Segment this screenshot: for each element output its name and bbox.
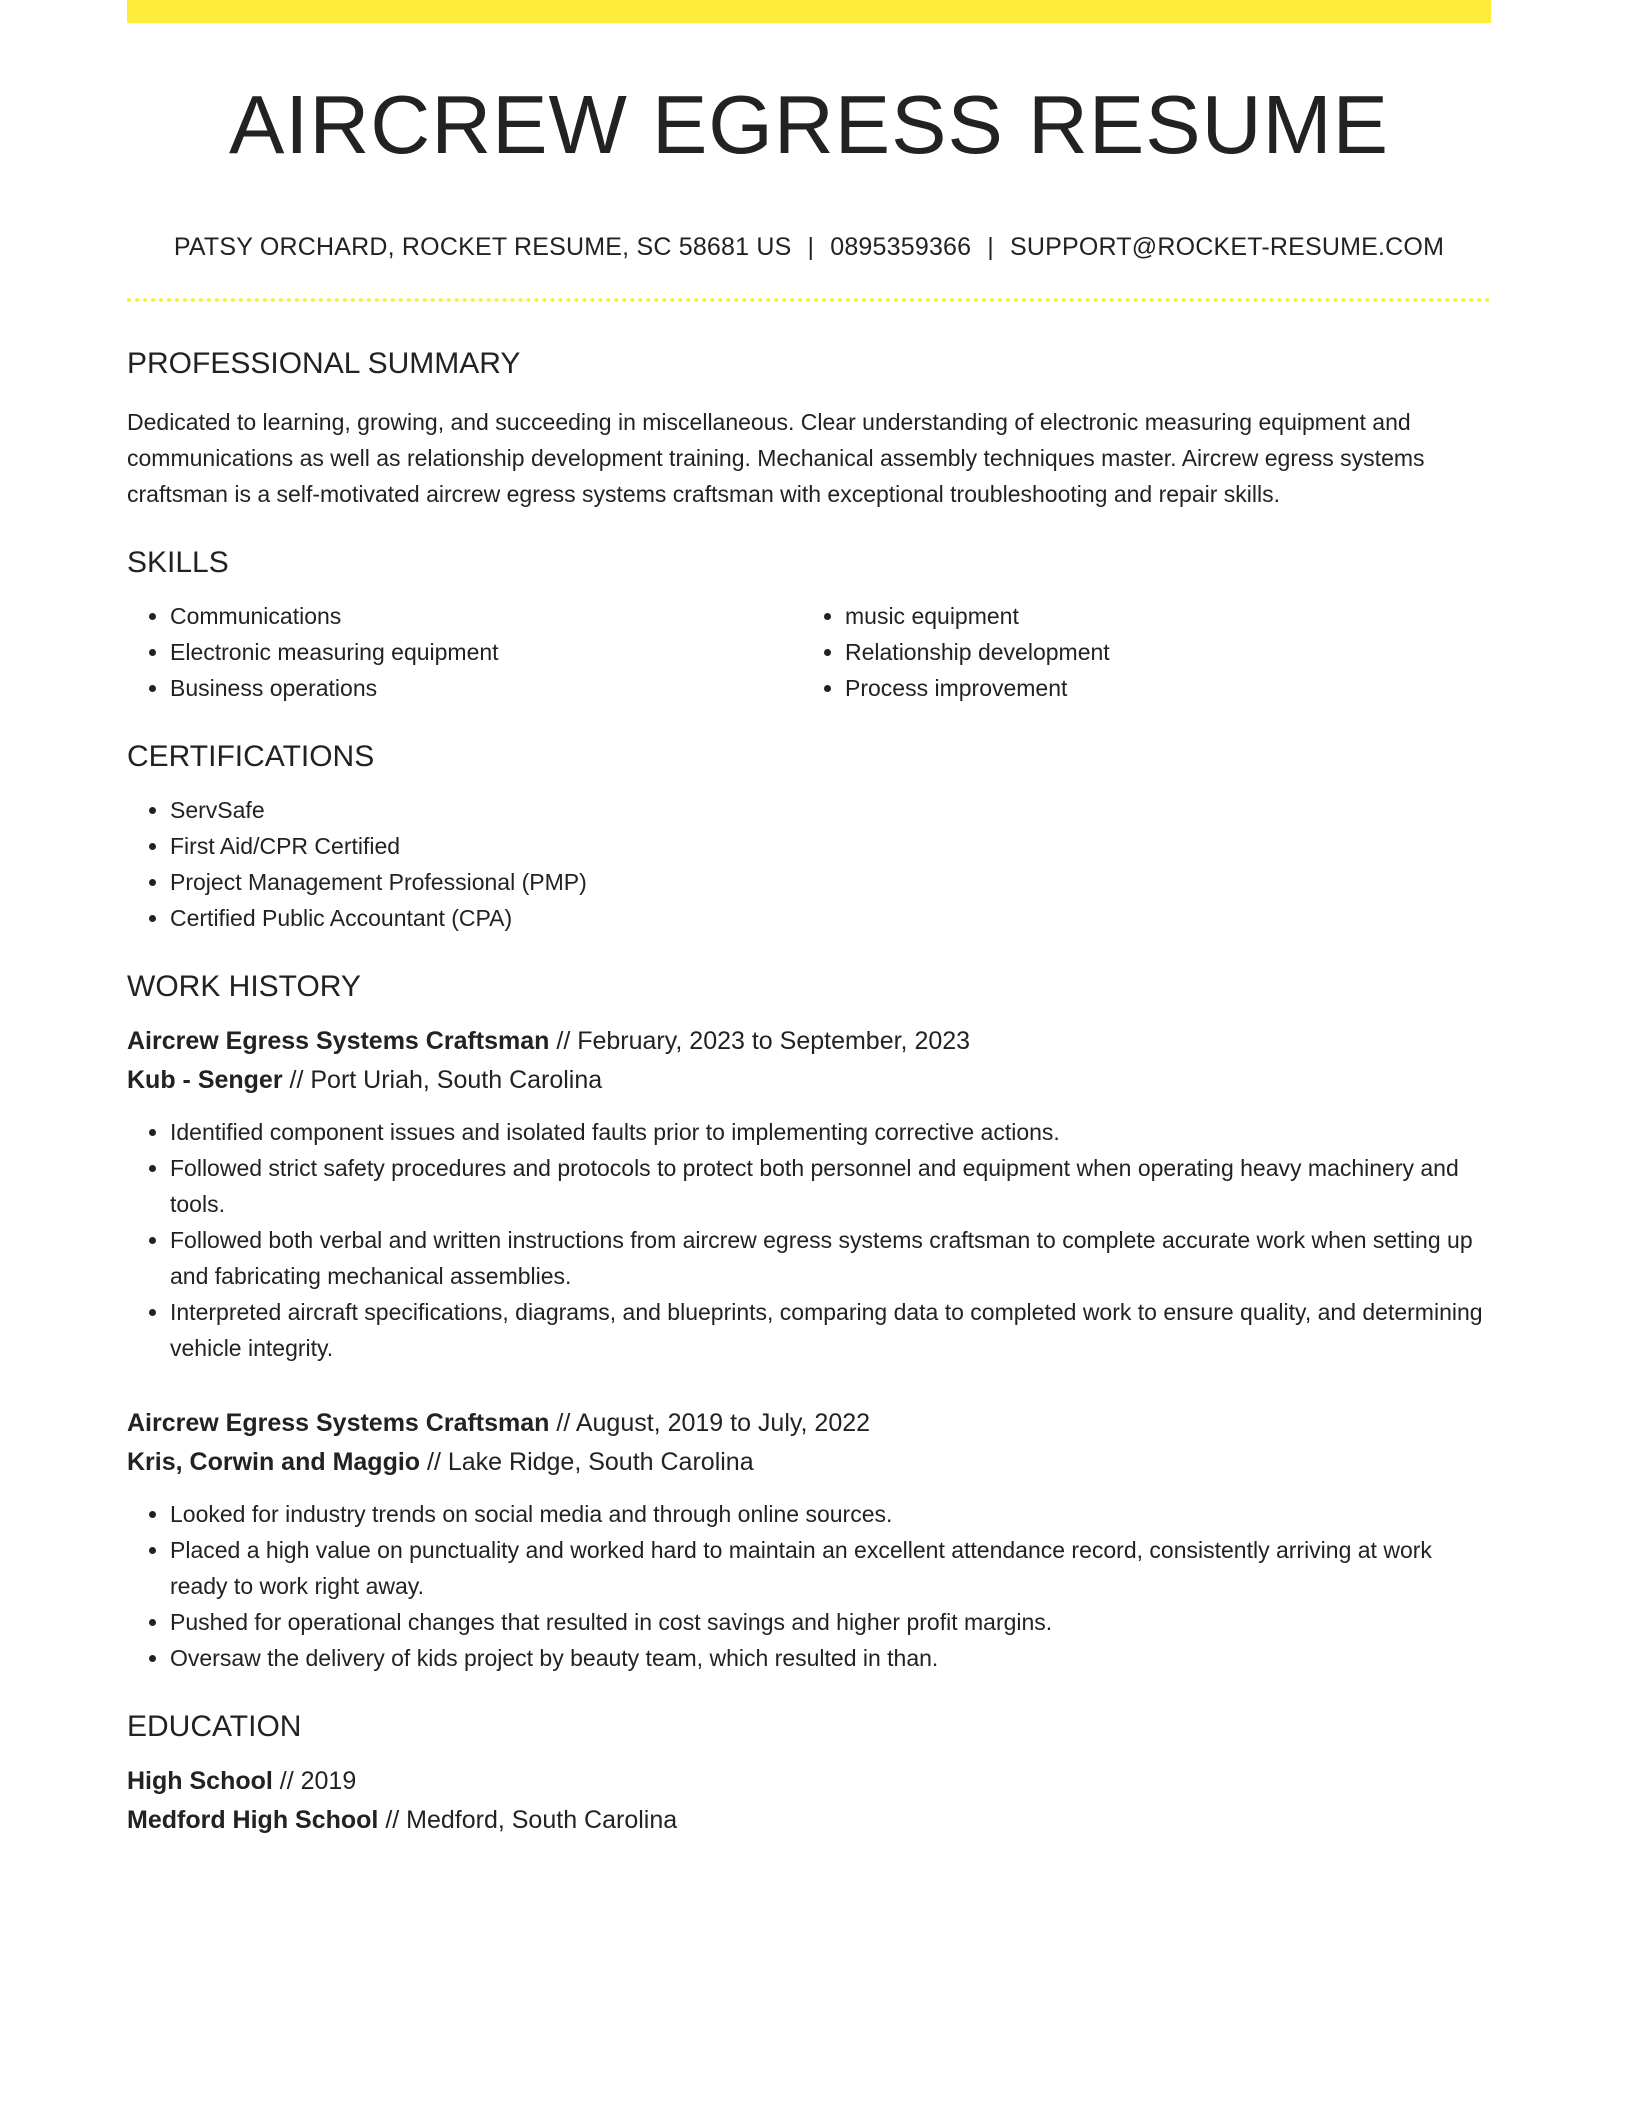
contact-email: SUPPORT@ROCKET-RESUME.COM	[1009, 233, 1445, 261]
skills-heading: SKILLS	[127, 546, 229, 579]
job-company: Kub - Senger	[127, 1066, 283, 1094]
job-location: // Lake Ridge, South Carolina	[420, 1448, 754, 1476]
job-duty: • Identified component issues and isolated faults prior to implementing corrective actions.	[170, 1114, 1491, 1150]
job-duties-list	[127, 1114, 1491, 1366]
contact-separator: |	[987, 233, 994, 261]
job-title-line	[127, 1022, 1491, 1061]
job-duty: • Looked for industry trends on social media and through online sources.	[170, 1496, 1491, 1532]
education-entry	[127, 1762, 1491, 1840]
job-dates: // February, 2023 to September, 2023	[549, 1027, 971, 1055]
certification-item: • Project Management Professional (PMP)	[170, 864, 1491, 900]
certification-item: • Certified Public Accountant (CPA)	[170, 900, 1491, 936]
education-school-line	[127, 1801, 1491, 1840]
job-duty: • Interpreted aircraft specifications, diagrams, and blueprints, comparing data to completed work to ensure quality, and determining vehicle integrity.	[170, 1294, 1491, 1366]
skill-item: • Communications	[170, 598, 800, 634]
job-entry	[127, 1404, 1491, 1676]
job-entry	[127, 1022, 1491, 1366]
job-duty: • Oversaw the delivery of kids project by beauty team, which resulted in than.	[170, 1640, 1491, 1676]
job-dates: // August, 2019 to July, 2022	[549, 1409, 871, 1437]
job-duty: • Pushed for operational changes that resulted in cost savings and higher profit margins.	[170, 1604, 1491, 1640]
education-school: Medford High School	[127, 1806, 379, 1834]
certification-item: • First Aid/CPR Certified	[170, 828, 1491, 864]
contact-line	[127, 235, 1491, 260]
job-title-line	[127, 1404, 1491, 1443]
certification-item: • ServSafe	[170, 792, 1491, 828]
skill-item: • music equipment	[845, 598, 1475, 634]
job-duties-list	[127, 1496, 1491, 1676]
job-duty: • Placed a high value on punctuality and worked hard to maintain an excellent attendance record, consistently arriving at work ready to work right away.	[170, 1532, 1491, 1604]
summary-heading: PROFESSIONAL SUMMARY	[127, 347, 521, 380]
job-role: Aircrew Egress Systems Craftsman	[127, 1027, 550, 1055]
job-company: Kris, Corwin and Maggio	[127, 1448, 421, 1476]
education-year: // 2019	[272, 1767, 357, 1795]
accent-top-bar	[127, 0, 1491, 23]
skills-column-right	[800, 598, 1475, 706]
summary-text: Dedicated to learning, growing, and succeeding in miscellaneous. Clear understanding of electronic measuring equipment and communications as well as relationship development training. Mechanical assembly techniques master. Aircrew egress systems craftsman is a self-motivated aircrew egress systems craftsman with exceptional troubleshooting and repair skills.	[127, 409, 1425, 507]
work-history-heading: WORK HISTORY	[127, 970, 361, 1003]
job-duty: • Followed strict safety procedures and protocols to protect both personnel and equipment when operating heavy machinery and tools.	[170, 1150, 1491, 1222]
skill-item: • Electronic measuring equipment	[170, 634, 800, 670]
skills-list	[127, 598, 1491, 706]
education-degree: High School	[127, 1767, 273, 1795]
skill-item: • Relationship development	[845, 634, 1475, 670]
education-heading: EDUCATION	[127, 1710, 302, 1743]
skill-item: • Process improvement	[845, 670, 1475, 706]
certifications-heading: CERTIFICATIONS	[127, 740, 375, 773]
skills-column-left	[127, 598, 800, 706]
job-location: // Port Uriah, South Carolina	[282, 1066, 603, 1094]
education-degree-line	[127, 1762, 1491, 1801]
contact-phone: 0895359366	[830, 233, 972, 261]
contact-separator: |	[807, 233, 815, 261]
job-role: Aircrew Egress Systems Craftsman	[127, 1409, 550, 1437]
resume-title: AIRCREW EGRESS RESUME	[228, 78, 1390, 171]
education-location: // Medford, South Carolina	[378, 1806, 678, 1834]
job-company-line	[127, 1061, 1491, 1100]
certifications-list	[127, 792, 1491, 936]
resume-page	[127, 0, 1491, 1840]
job-company-line	[127, 1443, 1491, 1482]
skill-item: • Business operations	[170, 670, 800, 706]
contact-address: PATSY ORCHARD, ROCKET RESUME, SC 58681 US	[173, 233, 792, 261]
job-duty: • Followed both verbal and written instructions from aircrew egress systems craftsman to complete accurate work when setting up and fabricating mechanical assemblies.	[170, 1222, 1491, 1294]
dotted-divider	[127, 298, 1491, 302]
